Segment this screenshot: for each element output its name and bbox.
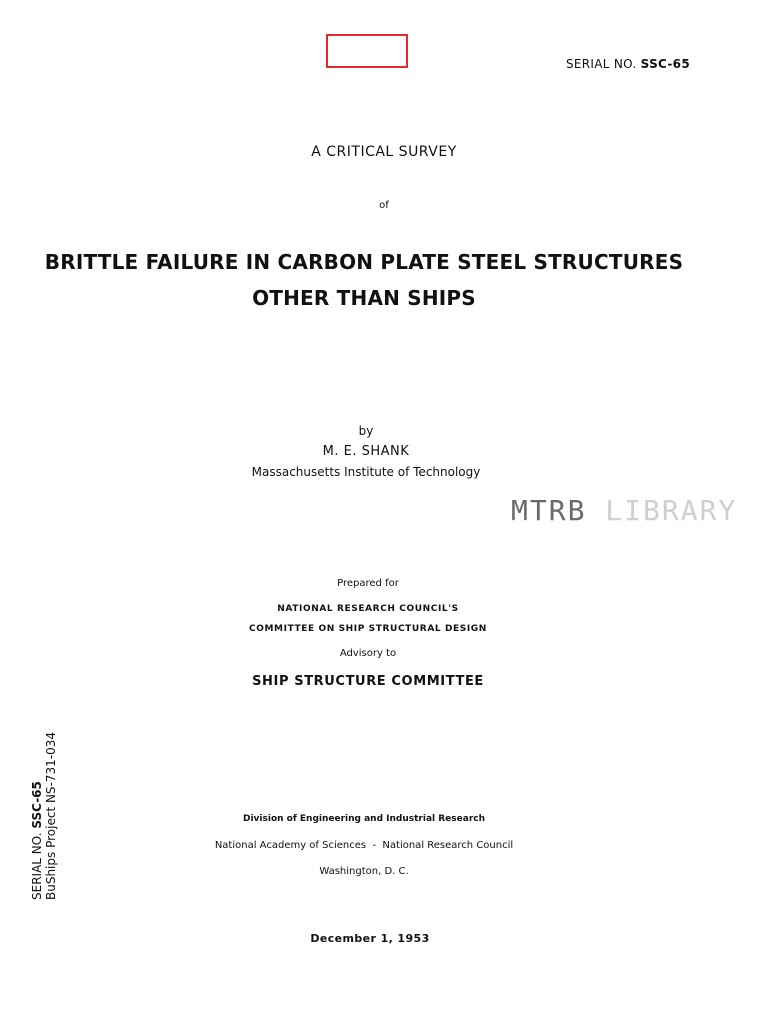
survey-heading: A CRITICAL SURVEY xyxy=(311,144,457,160)
council-name: NATIONAL RESEARCH COUNCIL'S xyxy=(277,604,459,614)
sidebar-serial-value: SSC-65 xyxy=(30,781,44,829)
main-title-line-1: BRITTLE FAILURE IN CARBON PLATE STEEL STRUCTURES xyxy=(44,250,684,274)
serial-number xyxy=(566,57,690,71)
committee-name: COMMITTEE ON SHIP STRUCTURAL DESIGN xyxy=(249,624,487,634)
author-institution: Massachusetts Institute of Technology xyxy=(251,465,481,479)
serial-label: SERIAL NO. xyxy=(566,57,637,71)
prepared-for-label: Prepared for xyxy=(337,578,399,589)
division-name: Division of Engineering and Industrial Research xyxy=(243,814,485,824)
annotation-box xyxy=(326,34,408,68)
ship-structure-committee: SHIP STRUCTURE COMMITTEE xyxy=(252,674,484,689)
stamp-visible-text: MTRB xyxy=(511,494,587,527)
sidebar-project: BuShips Project NS-731-034 xyxy=(44,731,58,900)
sidebar-serial-label: SERIAL NO. xyxy=(30,832,44,900)
academy-name: National Academy of Sciences - National Research Council xyxy=(214,840,514,851)
stamp-faded-text: LIBRARY xyxy=(586,494,738,527)
publication-date: December 1, 1953 xyxy=(310,932,430,945)
author-name: M. E. SHANK xyxy=(322,444,410,459)
of-connector: of xyxy=(379,200,389,211)
main-title-line-2: OTHER THAN SHIPS xyxy=(252,286,476,310)
by-label: by xyxy=(358,424,374,438)
serial-value: SSC-65 xyxy=(640,57,690,71)
location: Washington, D. C. xyxy=(319,866,409,877)
advisory-label: Advisory to xyxy=(339,648,397,659)
library-stamp xyxy=(511,494,737,527)
